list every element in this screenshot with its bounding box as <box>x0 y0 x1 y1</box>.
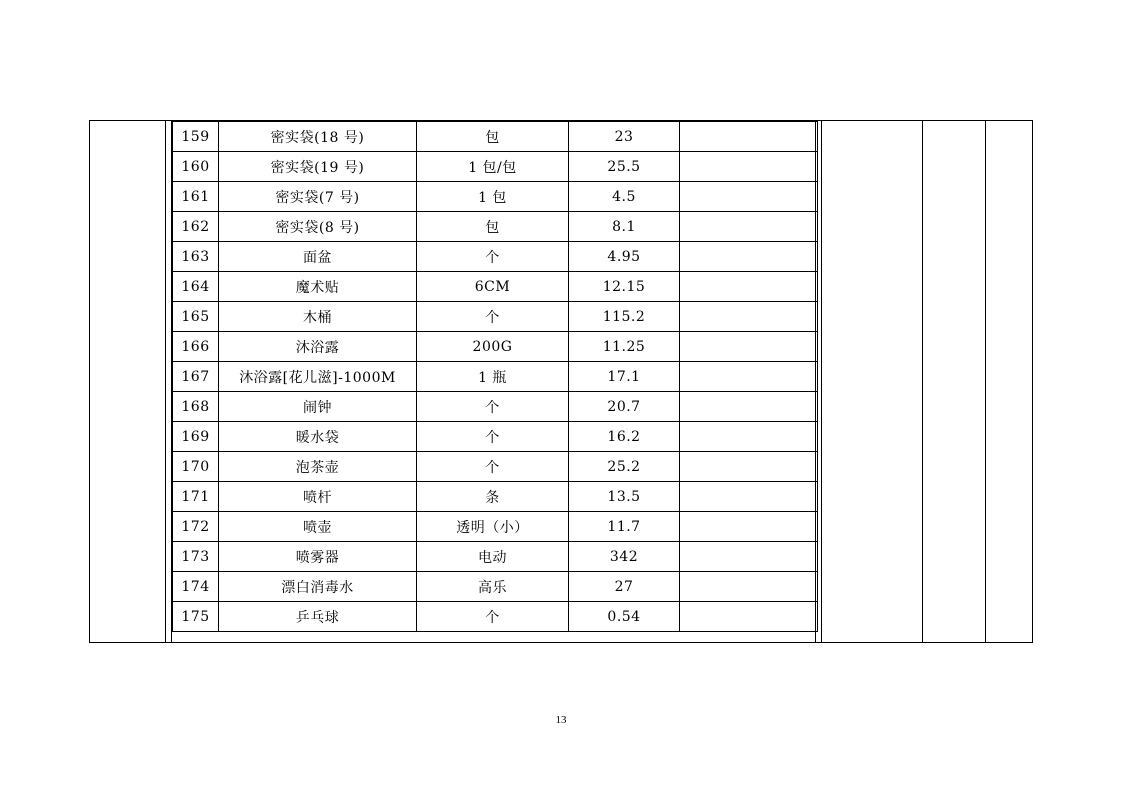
item-name-cell: 喷壶 <box>219 512 417 542</box>
item-note-cell <box>680 572 818 602</box>
item-price-cell: 342 <box>569 542 680 572</box>
outer-column-divider <box>985 121 986 642</box>
row-number-cell: 172 <box>173 512 219 542</box>
item-name-cell: 闹钟 <box>219 392 417 422</box>
table-row <box>173 182 818 212</box>
item-price-cell: 25.2 <box>569 452 680 482</box>
item-price-cell: 115.2 <box>569 302 680 332</box>
item-name-cell: 喷杆 <box>219 482 417 512</box>
table-row <box>173 302 818 332</box>
item-price-cell: 17.1 <box>569 362 680 392</box>
table-row <box>173 392 818 422</box>
table-row <box>173 602 818 632</box>
item-spec-cell: 包 <box>417 212 569 242</box>
table-row <box>173 122 818 152</box>
item-name-cell: 魔术贴 <box>219 272 417 302</box>
row-number-cell: 168 <box>173 392 219 422</box>
item-name-cell: 密实袋(18 号) <box>219 122 417 152</box>
item-note-cell <box>680 272 818 302</box>
row-number-cell: 161 <box>173 182 219 212</box>
item-spec-cell: 1 瓶 <box>417 362 569 392</box>
item-note-cell <box>680 332 818 362</box>
item-name-cell: 喷雾器 <box>219 542 417 572</box>
item-note-cell <box>680 452 818 482</box>
item-price-cell: 23 <box>569 122 680 152</box>
row-number-cell: 159 <box>173 122 219 152</box>
table-row <box>173 362 818 392</box>
item-note-cell <box>680 362 818 392</box>
item-spec-cell: 个 <box>417 242 569 272</box>
item-spec-cell: 个 <box>417 422 569 452</box>
items-table-body <box>173 122 818 632</box>
row-number-cell: 175 <box>173 602 219 632</box>
item-name-cell: 乒乓球 <box>219 602 417 632</box>
row-number-cell: 169 <box>173 422 219 452</box>
table-row <box>173 332 818 362</box>
item-note-cell <box>680 422 818 452</box>
item-price-cell: 11.7 <box>569 512 680 542</box>
outer-column-divider <box>821 121 822 642</box>
item-price-cell: 25.5 <box>569 152 680 182</box>
table-row <box>173 572 818 602</box>
item-spec-cell: 200G <box>417 332 569 362</box>
row-number-cell: 160 <box>173 152 219 182</box>
item-name-cell: 密实袋(7 号) <box>219 182 417 212</box>
table-row <box>173 452 818 482</box>
table-row <box>173 152 818 182</box>
row-number-cell: 171 <box>173 482 219 512</box>
item-spec-cell: 1 包 <box>417 182 569 212</box>
item-note-cell <box>680 242 818 272</box>
item-name-cell: 沐浴露[花儿滋]-1000M <box>219 362 417 392</box>
item-name-cell: 暖水袋 <box>219 422 417 452</box>
item-spec-cell: 条 <box>417 482 569 512</box>
item-spec-cell: 个 <box>417 302 569 332</box>
item-name-cell: 木桶 <box>219 302 417 332</box>
page-number: 13 <box>555 714 567 726</box>
item-price-cell: 11.25 <box>569 332 680 362</box>
row-number-cell: 163 <box>173 242 219 272</box>
table-row <box>173 422 818 452</box>
item-name-cell: 泡茶壶 <box>219 452 417 482</box>
item-price-cell: 8.1 <box>569 212 680 242</box>
item-note-cell <box>680 392 818 422</box>
table-row <box>173 512 818 542</box>
item-note-cell <box>680 122 818 152</box>
item-price-cell: 13.5 <box>569 482 680 512</box>
item-price-cell: 27 <box>569 572 680 602</box>
item-spec-cell: 1 包/包 <box>417 152 569 182</box>
item-spec-cell: 个 <box>417 602 569 632</box>
item-spec-cell: 个 <box>417 392 569 422</box>
item-note-cell <box>680 182 818 212</box>
row-number-cell: 166 <box>173 332 219 362</box>
item-name-cell: 密实袋(8 号) <box>219 212 417 242</box>
outer-table-frame <box>89 120 1033 643</box>
item-name-cell: 密实袋(19 号) <box>219 152 417 182</box>
table-row <box>173 542 818 572</box>
item-spec-cell: 包 <box>417 122 569 152</box>
item-price-cell: 0.54 <box>569 602 680 632</box>
table-row <box>173 242 818 272</box>
item-note-cell <box>680 302 818 332</box>
items-table <box>172 121 818 632</box>
outer-column-divider <box>165 121 166 642</box>
item-name-cell: 沐浴露 <box>219 332 417 362</box>
item-note-cell <box>680 512 818 542</box>
table-row <box>173 482 818 512</box>
item-price-cell: 4.5 <box>569 182 680 212</box>
table-row <box>173 212 818 242</box>
row-number-cell: 165 <box>173 302 219 332</box>
item-spec-cell: 透明（小） <box>417 512 569 542</box>
table-row <box>173 272 818 302</box>
item-spec-cell: 6CM <box>417 272 569 302</box>
row-number-cell: 162 <box>173 212 219 242</box>
item-note-cell <box>680 602 818 632</box>
item-price-cell: 20.7 <box>569 392 680 422</box>
item-name-cell: 面盆 <box>219 242 417 272</box>
item-spec-cell: 电动 <box>417 542 569 572</box>
item-note-cell <box>680 542 818 572</box>
row-number-cell: 167 <box>173 362 219 392</box>
item-price-cell: 4.95 <box>569 242 680 272</box>
item-note-cell <box>680 212 818 242</box>
item-spec-cell: 高乐 <box>417 572 569 602</box>
item-spec-cell: 个 <box>417 452 569 482</box>
row-number-cell: 164 <box>173 272 219 302</box>
row-number-cell: 170 <box>173 452 219 482</box>
outer-column-divider <box>922 121 923 642</box>
item-price-cell: 12.15 <box>569 272 680 302</box>
item-note-cell <box>680 482 818 512</box>
item-name-cell: 漂白消毒水 <box>219 572 417 602</box>
row-number-cell: 174 <box>173 572 219 602</box>
row-number-cell: 173 <box>173 542 219 572</box>
item-price-cell: 16.2 <box>569 422 680 452</box>
item-note-cell <box>680 152 818 182</box>
